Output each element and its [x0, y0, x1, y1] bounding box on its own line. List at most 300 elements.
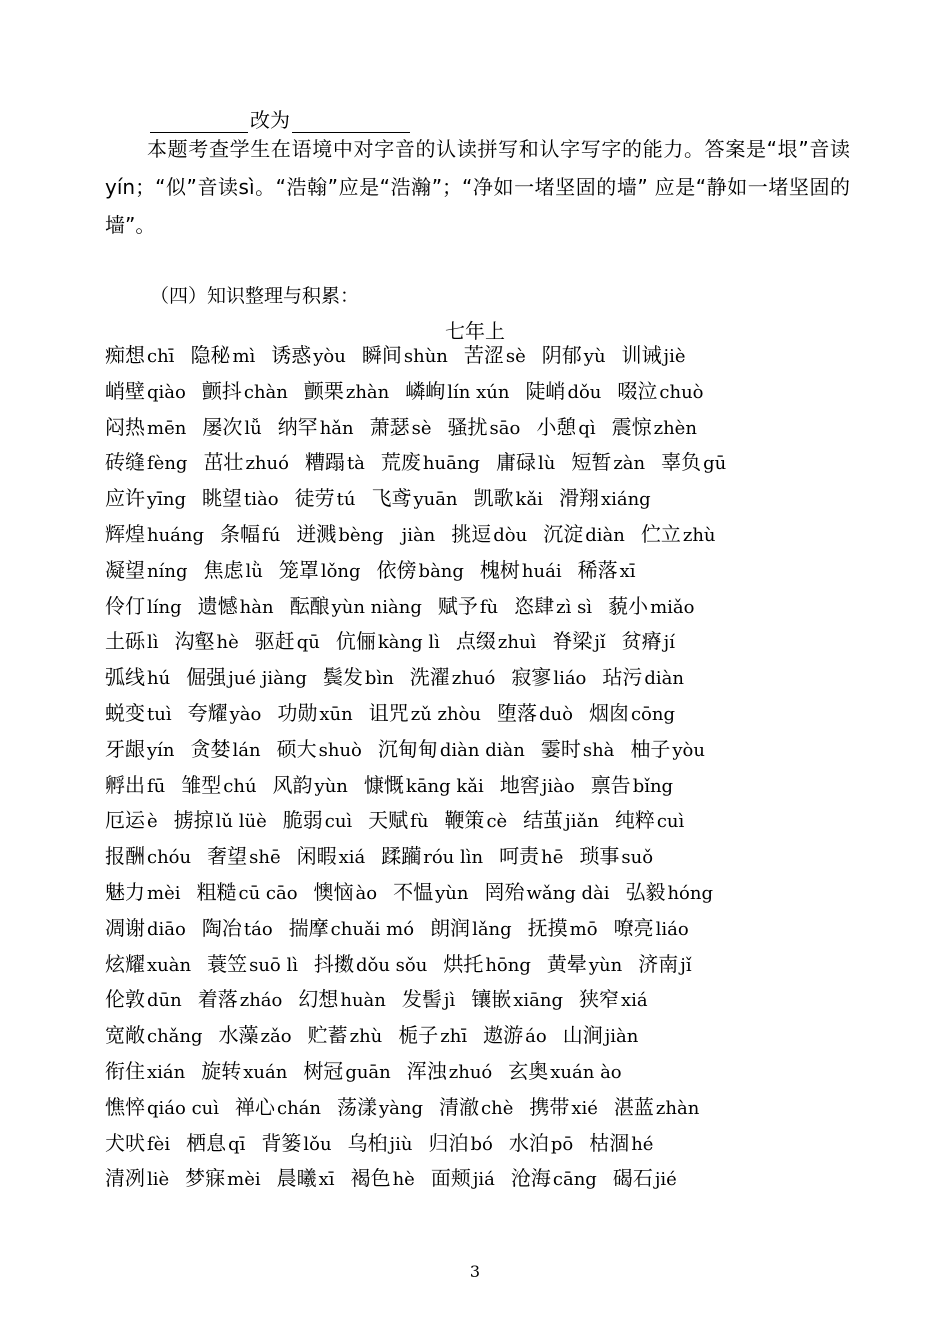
vocab-word: 藐小: [608, 593, 649, 618]
vocab-pinyin: diàn: [585, 524, 625, 546]
vocab-word: 辉煌: [105, 521, 145, 546]
vocab-item: [630, 732, 705, 769]
vocab-word: 水藻: [218, 1023, 259, 1048]
vocab-pinyin: lì: [147, 632, 159, 654]
vocab-item: [377, 553, 464, 590]
vocab-pinyin: mì: [232, 346, 256, 367]
vocab-item: [105, 660, 170, 697]
vocab-pinyin: kāng kǎi: [405, 775, 484, 797]
vocab-word: 水泊: [508, 1130, 549, 1155]
vocab-item: [525, 374, 601, 411]
explanation-paragraph: 本题考查学生在语境中对字音的认读拼写和认字写字的能力。答案是“垠”音读yín；“似”音读sì。“浩翰”应是“浩瀚”；“净如一堵坚固的墙” 应是“静如一堵坚固的墙”。: [105, 137, 850, 237]
vocab-pinyin: zhàn: [655, 1097, 700, 1119]
vocab-word: 弧线: [105, 665, 145, 690]
vocab-item: [484, 875, 609, 912]
vocab-item: [105, 1054, 185, 1091]
vocab-pinyin: lín xún: [447, 381, 510, 403]
vocab-word: 嘹亮: [613, 915, 654, 940]
vocab-word: 啜泣: [617, 378, 658, 403]
vocab-item: [500, 768, 575, 805]
vocab-word: 驱赶: [254, 629, 295, 654]
vocab-word: 飞鸢: [371, 486, 412, 511]
vocab-item: [547, 947, 622, 984]
vocab-pinyin: mèi: [147, 882, 181, 904]
vocab-item: [105, 732, 175, 769]
vocab-word: 牙龈: [105, 736, 145, 761]
vocab-item: [381, 839, 483, 876]
vocab-word: 痴想: [105, 343, 145, 367]
vocab-word: 伉俪: [335, 629, 376, 654]
vocab-item: [552, 624, 605, 661]
vocab-word: 眺望: [202, 486, 243, 511]
vocab-row: [105, 445, 865, 481]
vocab-item: [283, 803, 352, 840]
vocab-pinyin: fù: [410, 811, 429, 833]
vocab-item: [186, 1126, 245, 1163]
vocab-word: 遨游: [483, 1023, 524, 1048]
subtitle: 七年上: [445, 319, 505, 343]
vocab-pinyin: pō: [550, 1133, 574, 1155]
vocab-item: [497, 696, 573, 733]
vocab-row: [105, 911, 865, 947]
vocab-pinyin: zhuó: [448, 1061, 493, 1083]
vocab-pinyin: xiáng: [600, 489, 651, 511]
vocab-word: 不愠: [393, 879, 434, 904]
vocab-word: 陶冶: [201, 915, 242, 940]
vocab-item: [203, 445, 289, 482]
vocab-pinyin: shē: [249, 847, 281, 869]
vocab-item: [431, 1161, 495, 1198]
vocab-word: 阴郁: [541, 343, 582, 367]
vocab-item: [207, 839, 280, 876]
vocab-pinyin: xī: [619, 560, 636, 582]
vocab-item: [105, 982, 182, 1019]
vocab-item: [499, 839, 563, 876]
vocab-word: 慷慨: [363, 772, 404, 797]
vocab-pinyin: è: [147, 811, 158, 833]
vocab-item: [201, 1054, 287, 1091]
vocab-item: [381, 445, 480, 482]
vocab-word: 着落: [197, 987, 238, 1012]
vocab-item: [410, 660, 496, 697]
vocab-pinyin: chuò: [659, 381, 704, 403]
vocab-word: 纯粹: [614, 808, 655, 833]
vocab-word: 脊梁: [552, 629, 593, 654]
vocab-item: [443, 947, 531, 984]
vocab-word: 诱惑: [271, 343, 312, 367]
vocab-word: 嶙峋: [405, 378, 446, 403]
vocab-item: [402, 982, 455, 1019]
vocab-pinyin: zhuó: [245, 453, 289, 475]
vocab-pinyin: xuàn: [147, 954, 192, 976]
vocab-row: [105, 1054, 865, 1090]
vocab-word: 懊恼: [313, 879, 354, 904]
vocab-pinyin: xián: [147, 1061, 186, 1083]
vocab-item: [105, 338, 174, 375]
vocab-pinyin: miǎo: [650, 596, 695, 618]
vocab-pinyin: chàn: [243, 381, 288, 403]
vocab-row: [105, 517, 865, 553]
vocab-word: 贪婪: [190, 736, 231, 761]
vocab-row: [105, 1161, 865, 1197]
vocab-item: [105, 445, 187, 482]
vocab-pinyin: liáo: [655, 918, 689, 940]
vocab-word: 稀落: [577, 557, 618, 582]
vocab-item: [290, 589, 422, 626]
vocab-item: [579, 982, 648, 1019]
vocab-pinyin: yào: [229, 703, 262, 725]
vocab-pinyin: bìn: [364, 668, 394, 690]
vocab-word: 闷热: [105, 414, 145, 439]
vocab-item: [105, 374, 186, 411]
vocab-item: [105, 553, 187, 590]
vocab-pinyin: lǎng: [472, 918, 512, 940]
vocab-item: [277, 696, 352, 733]
vocab-word: 倔强: [186, 665, 227, 690]
vocab-word: 衔住: [105, 1058, 145, 1083]
vocab-word: 枯涸: [589, 1130, 630, 1155]
vocab-word: 辜负: [661, 450, 702, 475]
vocab-word: 土砾: [105, 629, 145, 654]
vocab-pinyin: zhù: [682, 524, 716, 546]
vocab-pinyin: níng: [147, 560, 188, 582]
vocab-row: [105, 374, 865, 410]
vocab-item: [398, 1018, 467, 1055]
vocab-item: [186, 660, 307, 697]
vocab-pinyin: cè: [486, 811, 508, 833]
vocab-pinyin: zì sì: [556, 596, 593, 618]
vocab-word: 滑翔: [558, 486, 599, 511]
vocab-pinyin: qū: [296, 632, 320, 654]
vocab-pinyin: dòu: [493, 524, 528, 546]
vocab-word: 霎时: [540, 736, 581, 761]
vocab-word: 朗润: [430, 915, 471, 940]
vocab-row: [105, 875, 865, 911]
vocab-pinyin: bàng: [418, 560, 464, 582]
vocab-pinyin: diāo: [147, 918, 186, 940]
vocab-word: 厄运: [105, 808, 145, 833]
vocab-item: [174, 803, 267, 840]
vocab-pinyin: yòu: [672, 739, 705, 761]
vocab-word: 凯歌: [473, 486, 514, 511]
vocab-word: 陡峭: [525, 378, 566, 403]
vocab-word: 鬓发: [322, 665, 363, 690]
vocab-item: [196, 875, 297, 912]
vocab-word: 镶嵌: [471, 987, 512, 1012]
vocab-item: [277, 732, 362, 769]
vocab-pinyin: jiàn: [401, 524, 436, 546]
vocab-word: 迸溅: [296, 521, 337, 546]
vocab-word: 栖息: [186, 1130, 227, 1155]
vocab-item: [638, 947, 691, 984]
vocab-item: [298, 982, 386, 1019]
vocab-word: 槐树: [479, 557, 520, 582]
vocab-item: [378, 732, 525, 769]
vocab-item: [474, 481, 543, 518]
vocab-pinyin: yīng: [147, 489, 187, 511]
vocab-item: [430, 911, 512, 948]
vocab-word: 柚子: [630, 736, 671, 761]
vocab-pinyin: yùn niàng: [331, 596, 422, 618]
vocab-item: [314, 947, 427, 984]
vocab-pinyin: shùn: [403, 346, 448, 367]
vocab-word: 禀告: [590, 772, 631, 797]
vocab-pinyin: kàng lì: [377, 632, 440, 654]
vocab-pinyin: diàn: [644, 668, 685, 690]
vocab-pinyin: ào: [355, 882, 378, 904]
vocab-item: [303, 1054, 390, 1091]
vocab-pinyin: yùn: [314, 775, 348, 797]
vocab-word: 凝望: [105, 557, 145, 582]
vocab-item: [279, 553, 361, 590]
vocab-pinyin: chuǎi mó: [330, 918, 415, 940]
vocab-word: 宽敞: [105, 1023, 145, 1048]
vocab-word: 瞬间: [361, 343, 402, 367]
vocab-item: [625, 875, 713, 912]
vocab-item: [589, 696, 675, 733]
vocab-word: 弘毅: [625, 879, 666, 904]
vocab-item: [235, 1090, 321, 1127]
vocab-pinyin: lǜ: [245, 560, 263, 582]
vocab-word: 湛蓝: [613, 1094, 654, 1119]
vocab-word: 烟囱: [588, 700, 629, 725]
vocab-pinyin: diàn diàn: [439, 739, 525, 761]
vocab-word: 呵责: [499, 844, 540, 869]
vocab-word: 罔殆: [484, 879, 525, 904]
vocab-item: [464, 338, 526, 375]
vocab-word: 苦涩: [463, 343, 504, 367]
vocab-pinyin: tuì: [147, 703, 172, 725]
vocab-word: 训诫: [621, 343, 662, 367]
section-title: （四）知识整理与积累：: [150, 285, 360, 307]
vocab-word: 条幅: [220, 521, 261, 546]
vocab-item: [511, 660, 586, 697]
vocab-pinyin: xié: [571, 1097, 598, 1119]
vocab-word: 清冽: [105, 1166, 145, 1191]
vocab-pinyin: dǒu: [567, 381, 602, 403]
vocab-item: [323, 660, 394, 697]
vocab-pinyin: xuán ào: [550, 1061, 622, 1083]
vocab-item: [622, 338, 686, 375]
vocab-pinyin: mō: [569, 918, 598, 940]
vocab-word: 抚摸: [527, 915, 568, 940]
vocab-word: 徒劳: [294, 486, 335, 511]
vocab-pinyin: yùn: [588, 954, 623, 976]
vocab-pinyin: cōng: [630, 703, 675, 725]
vocab-row: [105, 839, 865, 875]
vocab-pinyin: shuò: [318, 739, 362, 761]
vocab-row: [105, 768, 865, 804]
vocab-row: [105, 947, 865, 983]
vocab-pinyin: zhèn: [653, 417, 697, 439]
vocab-word: 峭壁: [105, 378, 145, 403]
vocab-pinyin: bó: [470, 1133, 493, 1155]
vocab-item: [191, 732, 261, 769]
vocab-item: [612, 410, 697, 447]
vocab-pinyin: shà: [582, 739, 615, 761]
vocab-pinyin: kǎi: [515, 489, 543, 511]
vocab-word: 洗濯: [409, 665, 450, 690]
vocab-item: [578, 553, 636, 590]
vocab-item: [362, 338, 448, 375]
vocab-pinyin: yù: [583, 346, 606, 367]
vocab-word: 寂寥: [511, 665, 552, 690]
vocab-pinyin: qiào: [147, 381, 186, 403]
vocab-word: 沧海: [510, 1166, 551, 1191]
vocab-item: [105, 875, 180, 912]
vocab-pinyin: zháo: [239, 990, 283, 1012]
vocab-word: 恣肆: [514, 593, 555, 618]
vocab-word: 面颊: [430, 1166, 471, 1191]
vocab-row: [105, 732, 865, 768]
vocab-row: [105, 696, 865, 732]
vocab-item: [579, 839, 653, 876]
vocab-pinyin: qì: [578, 417, 596, 439]
vocab-pinyin: hē: [541, 847, 564, 869]
vocab-word: 禅心: [235, 1094, 275, 1119]
vocab-pinyin: zǎo: [260, 1026, 292, 1048]
vocab-pinyin: fèi: [147, 1133, 171, 1155]
vocab-item: [255, 624, 320, 661]
vocab-word: 发髻: [401, 987, 442, 1012]
vocab-pinyin: wǎng dài: [526, 882, 610, 904]
vocab-word: 笼罩: [278, 557, 319, 582]
vocab-pinyin: jí: [663, 632, 676, 654]
vocab-item: [661, 445, 726, 482]
vocab-item: [105, 696, 172, 733]
vocab-pinyin: zhù: [349, 1026, 383, 1048]
vocab-word: 结茧: [523, 808, 564, 833]
vocab-word: 挑逗: [451, 521, 492, 546]
vocab-word: 沉甸甸: [377, 736, 438, 761]
vocab-pinyin: yuān: [413, 489, 458, 511]
vocab-row: [105, 1126, 865, 1162]
vocab-pinyin: zǔ zhòu: [410, 703, 481, 725]
vocab-pinyin: jǐ: [680, 954, 692, 976]
vocab-pinyin: lán: [232, 739, 261, 761]
vocab-item: [439, 1090, 513, 1127]
vocab-item: [304, 374, 389, 411]
vocab-item: [207, 947, 298, 984]
vocab-word: 梦寐: [185, 1166, 226, 1191]
vocab-pinyin: qī: [228, 1133, 246, 1155]
vocab-word: 蓑笠: [207, 951, 248, 976]
vocab-word: 烘托: [443, 951, 484, 976]
vocab-item: [105, 1126, 170, 1163]
vocab-pinyin: hé: [631, 1133, 654, 1155]
vocab-word: 颤栗: [303, 378, 344, 403]
vocab-item: [314, 875, 378, 912]
vocab-item: [622, 624, 675, 661]
vocab-pinyin: jiù: [389, 1133, 413, 1155]
vocab-pinyin: dūn: [147, 990, 182, 1012]
vocab-item: [297, 839, 366, 876]
vocab-word: 堕落: [497, 700, 537, 725]
vocab-pinyin: tú: [336, 489, 356, 511]
vocab-item: [529, 1090, 598, 1127]
vocab-item: [528, 911, 598, 948]
vocab-item: [198, 589, 274, 626]
vocab-item: [202, 410, 261, 447]
vocab-word: 携带: [529, 1094, 570, 1119]
vocab-word: 天赋: [368, 808, 409, 833]
vocab-pinyin: lǔ lüè: [215, 811, 267, 833]
vocab-pinyin: fù: [479, 596, 499, 618]
vocab-pinyin: cū cāo: [238, 882, 298, 904]
vocab-item: [105, 624, 159, 661]
vocab-item: [615, 803, 684, 840]
vocab-pinyin: chī: [147, 346, 175, 367]
vocab-pinyin: bèng: [338, 524, 384, 546]
vocab-item: [451, 517, 527, 554]
vocab-pinyin: fèng: [147, 453, 188, 475]
vocab-row: [105, 589, 865, 625]
vocab-item: [105, 803, 158, 840]
vocab-pinyin: jué jiàng: [228, 668, 307, 690]
vocab-pinyin: lǒu: [303, 1133, 332, 1155]
vocab-pinyin: jiǎn: [565, 811, 599, 833]
vocab-pinyin: cāng: [552, 1169, 597, 1191]
vocab-pinyin: suō lì: [249, 954, 298, 976]
vocab-item: [296, 517, 383, 554]
vocab-pinyin: gū: [703, 453, 727, 475]
vocab-pinyin: xūn: [319, 703, 353, 725]
vocab-item: [289, 911, 414, 948]
vocab-item: [175, 624, 239, 661]
vocab-word: 伶仃: [105, 593, 145, 618]
vocab-word: 依傍: [376, 557, 417, 582]
vocab-row: [105, 1090, 865, 1126]
vocab-item: [428, 1126, 492, 1163]
vocab-word: 背篓: [261, 1130, 302, 1155]
vocab-pinyin: yín: [147, 739, 175, 761]
vocab-word: 应许: [105, 486, 145, 511]
vocab-pinyin: hè: [392, 1169, 415, 1191]
vocab-item: [105, 1090, 219, 1127]
page-number: 3: [469, 1262, 481, 1281]
vocab-word: 砖缝: [105, 450, 145, 475]
vocab-word: 掳掠: [173, 808, 214, 833]
vocab-pinyin: hǎn: [319, 417, 354, 439]
vocab-pinyin: hè: [216, 632, 239, 654]
vocab-word: 酝酿: [289, 593, 330, 618]
vocab-pinyin: xiá: [338, 847, 366, 869]
vocab-word: 诅咒: [368, 700, 409, 725]
vocab-item: [351, 1161, 415, 1198]
vocab-word: 济南: [638, 951, 679, 976]
vocab-word: 闲暇: [296, 844, 337, 869]
vocab-pinyin: táo: [243, 918, 273, 940]
vocab-pinyin: chǎng: [147, 1026, 203, 1048]
vocab-item: [509, 1126, 573, 1163]
vocab-word: 纳罕: [277, 414, 318, 439]
vocab-word: 树冠: [303, 1058, 344, 1083]
vocab-word: 旋转: [201, 1058, 242, 1083]
vocab-word: 贮蓄: [307, 1023, 348, 1048]
vocab-item: [407, 1054, 493, 1091]
vocab-list: [105, 338, 865, 1197]
vocab-pinyin: yùn: [435, 882, 469, 904]
vocab-pinyin: mēn: [147, 417, 187, 439]
vocab-item: [523, 803, 599, 840]
vocab-word: 凋谢: [105, 915, 145, 940]
vocab-item: [295, 481, 356, 518]
vocab-word: 荒废: [380, 450, 421, 475]
vocab-item: [203, 553, 262, 590]
vocab-word: 贫瘠: [621, 629, 662, 654]
vocab-item: [105, 839, 191, 876]
vocab-item: [542, 338, 606, 375]
